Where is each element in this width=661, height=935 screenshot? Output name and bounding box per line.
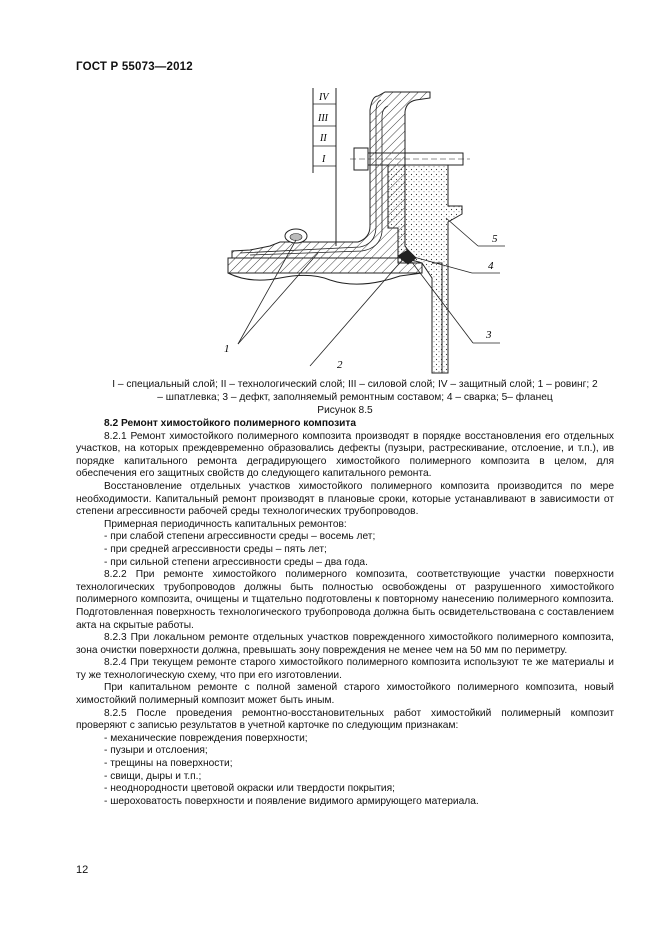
callout-4: 4 (488, 260, 494, 272)
paragraph: 8.2.3 При локальном ремонте отдельных участков поврежденного химостойкого полимерного композита, зона очистки поверхности должна, превышать зону повреждения не менее чем на 50 мм по периметру. (76, 632, 614, 656)
document-header (76, 61, 193, 73)
callout-1: 1 (224, 343, 230, 355)
layer-label-i: I (322, 154, 326, 165)
paragraph: 8.2.4 При текущем ремонте старого химостойкого полимерного композита используют те же материалы и ту же технологическую схему, что при его изготовлении. (76, 657, 614, 681)
paragraph: Восстановление отдельных участков химостойкого полимерного композита производится по мере необходимости. Капитальный ремонт производят в плановые сроки, которые устанавливают в зависимости от степени агрессивности рабочей среды технологических трубопроводов. (76, 480, 614, 518)
figure-caption: I – специальный слой; II – технологический слой; III – силовой слой; IV – защитный слой; 1 – ровинг; 2 – шпатлевка; 3 – дефкт, заполняемый ремонтным составом; 4 – сварка; 5– фланец (112, 379, 598, 403)
list-item: - при средней агрессивности среды – пять лет; (104, 543, 327, 555)
standard-number: ГОСТ Р 55073—2012 (76, 61, 193, 73)
list-item: - механические повреждения поверхности; (104, 732, 308, 744)
page-number: 12 (76, 864, 89, 876)
figure-title: Рисунок 8.5 (317, 405, 373, 416)
list-item: - шероховатость поверхности и появление видимого армирующего материала. (104, 795, 479, 807)
paragraph: 8.2.5 После проведения ремонтно-восстановительных работ химостойкий полимерный композит проверяют с записью результатов в учетной карточке по следующим признакам: (76, 707, 614, 732)
section-heading: 8.2 Ремонт химостойкого полимерного композита (104, 418, 357, 429)
pipe-break (228, 273, 422, 284)
paragraph: Примерная периодичность капитальных ремонтов: (104, 518, 347, 530)
layer-label-ii: II (320, 133, 327, 144)
repair-diagram (210, 88, 520, 376)
composite-lining (232, 92, 430, 258)
callout-3: 3 (486, 329, 492, 341)
callout-2: 2 (337, 359, 343, 371)
leader-5 (446, 218, 478, 246)
layer-label-iii: III (318, 113, 328, 124)
leader-2 (310, 258, 404, 366)
list-item: - трещины на поверхности; (104, 758, 233, 770)
layer-label-iv: IV (319, 92, 329, 103)
paragraph: 8.2.2 При ремонте химостойкого полимерного композита, соответствующие участки поверхности технологических трубопроводов должны быть полностью освобождены от разрушенного химостойкого полимерного композита, очищены и тщательно подготовлены к повторному нанесению полимерного композита. Подготовленная поверхность технологического трубопровода должна быть освидетельствована с составлением акта на скрытые работы. (76, 569, 614, 631)
list-item: - пузыри и отслоения; (104, 745, 208, 757)
list-item: - при слабой степени агрессивности среды – восемь лет; (104, 531, 376, 543)
list-item: - при сильной степени агрессивности среды – два года. (104, 556, 368, 568)
list-item: - неоднородности цветовой окраски или твердости покрытия; (104, 783, 395, 795)
composite-inner-layer (250, 106, 388, 255)
paragraph: При капитальном ремонте с полной заменой старого химостойкого полимерного композита, новый химостойкий полимерный композит может быть иным. (76, 682, 614, 707)
callout-5: 5 (492, 233, 498, 245)
paragraph: 8.2.1 Ремонт химостойкого полимерного композита производят в порядке восстановления его отдельных участков, на которых преждевременно образовались дефекты (пузыри, растрескивание, отслоение, и т.п.), ив порядке капитального ремонта деградирующего химостойкого полимерного композита в целом, для обеспечения его защитных свойств до следующего капитального ремонта. (76, 430, 614, 480)
roving-bump-core (290, 234, 302, 241)
figure-8-5 (210, 88, 520, 376)
composite-inner-layer (240, 100, 381, 253)
list-item: - свищи, дыры и т.п.; (104, 770, 202, 782)
section-body (76, 418, 614, 808)
